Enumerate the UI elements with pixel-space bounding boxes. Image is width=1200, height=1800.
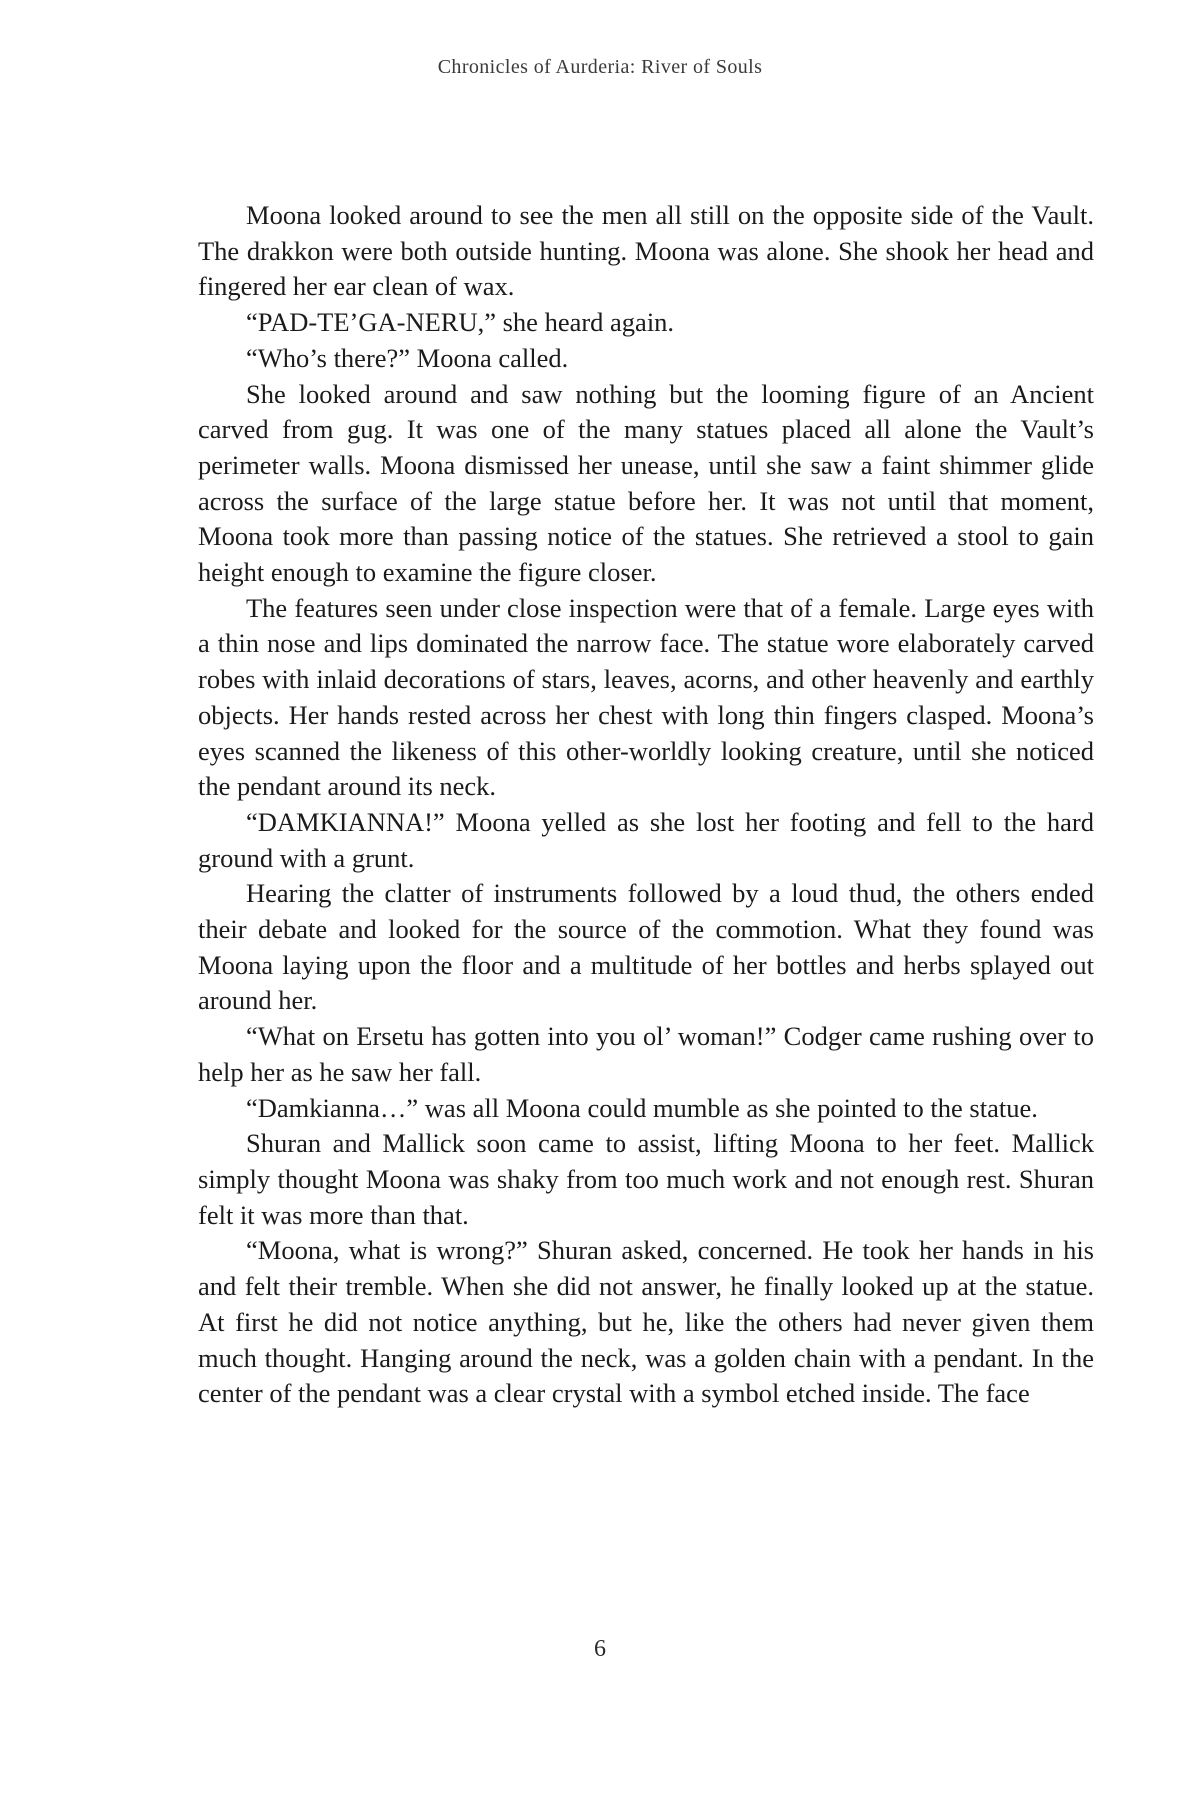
paragraph: “Moona, what is wrong?” Shuran asked, concerned. He took her hands in his and felt their tremble. When she did not answer, he finally looked up at the statue. At first he did not notice anything, but he, like the others had never given them much thought. Hanging around the neck, was a golden chain with a pendant. In the center of the pendant was a clear crystal with a symbol etched inside. The face <box>198 1235 1094 1409</box>
paragraph: She looked around and saw nothing but the looming figure of an Ancient carved from gug. It was one of the many statues placed all alone the Vault’s perimeter walls. Moona dismissed her unease, until she saw a faint shimmer glide across the surface of the large statue before her. It was not until that moment, Moona took more than passing notice of the statues. She retrieved a stool to gain height enough to examine the figure closer. <box>198 378 1094 588</box>
paragraph: Shuran and Mallick soon came to assist, lifting Moona to her feet. Mallick simply thought Moona was shaky from too much work and not enough rest. Shuran felt it was more than that. <box>198 1128 1094 1230</box>
paragraph: “Who’s there?” Moona called. <box>246 342 569 373</box>
paragraph: “Damkianna…” was all Moona could mumble as she pointed to the statue. <box>246 1092 1038 1123</box>
paragraph: “What on Ersetu has gotten into you ol’ woman!” Codger came rushing over to help her as he saw her fall. <box>198 1021 1094 1087</box>
paragraph: “DAMKIANNA!” Moona yelled as she lost her footing and fell to the hard ground with a grunt. <box>198 806 1094 873</box>
paragraph: The features seen under close inspection were that of a female. Large eyes with a thin nose and lips dominated the narrow face. The statue wore elaborately carved robes with inlaid decorations of stars, leaves, acorns, and other heavenly and earthly objects. Her hands rested across her chest with long thin fingers clasped. Moona’s eyes scanned the likeness of this other-worldly looking creature, until she noticed the pendant around its neck. <box>198 592 1094 802</box>
paragraph: “PAD-TE’GA-NERU,” she heard again. <box>246 307 675 338</box>
page-number: 6 <box>594 1636 606 1662</box>
paragraph: Moona looked around to see the men all still on the opposite side of the Vault. The drakkon were both outside hunting. Moona was alone. She shook her head and fingered her ear clean of wax. <box>198 200 1094 302</box>
running-header: Chronicles of Aurderia: River of Souls <box>437 56 763 78</box>
paragraph: Hearing the clatter of instruments followed by a loud thud, the others ended their debate and looked for the source of the commotion. What they found was Moona laying upon the floor and a multitude of her bottles and herbs splayed out around her. <box>198 878 1094 1016</box>
body-text <box>198 198 1094 1412</box>
